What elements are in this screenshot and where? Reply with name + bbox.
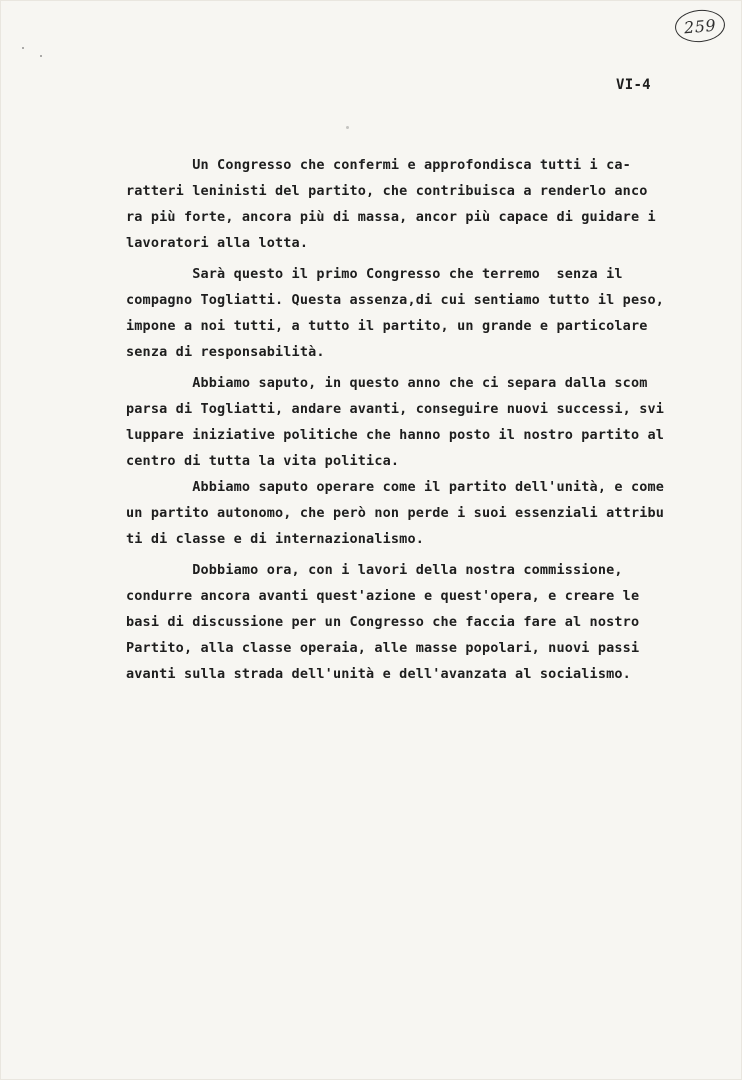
handwritten-page-number-text: 259 (683, 15, 717, 37)
text-line: parsa di Togliatti, andare avanti, conseguire nuovi successi, svi (126, 401, 665, 417)
paper-speck (346, 126, 349, 129)
paper-speck (40, 55, 42, 57)
text-line: condurre ancora avanti quest'azione e quest'opera, e creare le (126, 588, 640, 604)
text-line: lavoratori alla lotta. (126, 235, 309, 251)
text-line: compagno Togliatti. Questa assenza,di cui sentiamo tutto il peso, (126, 292, 665, 308)
text-line: luppare iniziative politiche che hanno posto il nostro partito al (126, 427, 665, 443)
document-body (126, 152, 706, 687)
text-line: Un Congresso che confermi e approfondisca tutti i ca- (126, 157, 631, 173)
text-line: impone a noi tutti, a tutto il partito, un grande e particolare (126, 318, 648, 334)
page-code: VI-4 (616, 77, 651, 93)
text-line: avanti sulla strada dell'unità e dell'avanzata al socialismo. (126, 666, 631, 682)
paragraph-1 (126, 152, 706, 256)
text-line: un partito autonomo, che però non perde i suoi essenziali attribu (126, 505, 665, 521)
paper-speck (22, 47, 24, 49)
paragraph-5 (126, 557, 706, 687)
text-line: Partito, alla classe operaia, alle masse popolari, nuovi passi (126, 640, 640, 656)
text-line: Abbiamo saputo, in questo anno che ci separa dalla scom (126, 375, 648, 391)
paragraph-2 (126, 261, 706, 365)
text-line: basi di discussione per un Congresso che faccia fare al nostro (126, 614, 640, 630)
paragraph-4 (126, 474, 706, 552)
text-line: ti di classe e di internazionalismo. (126, 531, 424, 547)
text-line: ratteri leninisti del partito, che contribuisca a renderlo anco (126, 183, 648, 199)
text-line: Dobbiamo ora, con i lavori della nostra commissione, (126, 562, 623, 578)
handwritten-page-number (674, 8, 727, 44)
text-line: centro di tutta la vita politica. (126, 453, 400, 469)
paragraph-3 (126, 370, 706, 474)
text-line: senza di responsabilità. (126, 344, 325, 360)
text-line: ra più forte, ancora più di massa, ancor più capace di guidare i (126, 209, 656, 225)
text-line: Abbiamo saputo operare come il partito dell'unità, e come (126, 479, 665, 495)
text-line: Sarà questo il primo Congresso che terremo senza il (126, 266, 623, 282)
